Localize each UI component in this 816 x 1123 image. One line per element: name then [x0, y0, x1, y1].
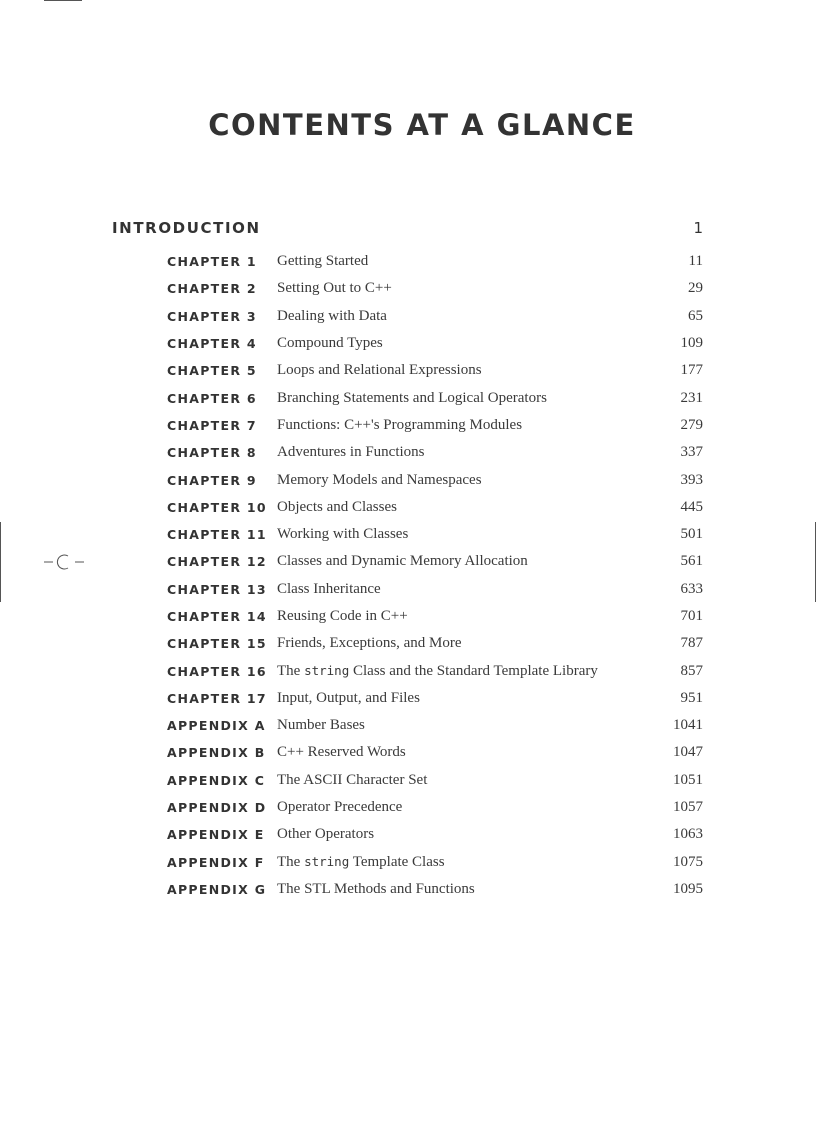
entry-label: CHAPTER 5: [167, 363, 257, 379]
dot-leader: [481, 883, 672, 898]
entry-title: Class Inheritance: [277, 580, 381, 597]
entry-page-number: 1095: [673, 880, 703, 897]
entry-label: CHAPTER 9: [167, 472, 257, 488]
entry-label: APPENDIX B: [167, 745, 266, 761]
toc-entry[interactable]: [167, 685, 703, 712]
entry-page-number: 337: [680, 444, 703, 461]
toc-entry[interactable]: [167, 248, 703, 275]
dot-leader: [488, 474, 680, 489]
toc-entry[interactable]: [167, 412, 703, 439]
entry-page-number: 445: [680, 498, 703, 515]
dot-leader: [408, 801, 672, 816]
entry-page-number: 1075: [673, 853, 703, 870]
entry-title: Adventures in Functions: [277, 444, 425, 461]
dot-leader: [387, 583, 680, 598]
dot-leader: [426, 692, 680, 707]
entry-title: Memory Models and Namespaces: [277, 471, 482, 488]
toc-entry[interactable]: [167, 876, 703, 903]
entry-title: Compound Types: [277, 335, 383, 352]
entry-page-number: 1057: [673, 799, 703, 816]
toc-entry[interactable]: [167, 767, 703, 794]
entry-page-number: 109: [680, 335, 703, 352]
entry-title: Reusing Code in C++: [277, 608, 408, 624]
crop-mark-top: [44, 0, 82, 1]
entry-title-code: string: [304, 662, 350, 678]
entry-title-suffix: Class and the Standard Template Library: [349, 662, 598, 679]
entry-label: APPENDIX E: [167, 827, 265, 843]
entry-title: The STL Methods and Functions: [277, 880, 475, 897]
entry-page-number: 393: [680, 471, 703, 488]
entry-title: Classes and Dynamic Memory Allocation: [277, 553, 528, 570]
dot-leader: [534, 555, 680, 570]
entry-page-number: 1063: [673, 826, 703, 843]
entry-title: [277, 663, 604, 680]
entry-page-number: 1051: [673, 771, 703, 788]
entry-label: APPENDIX A: [167, 718, 266, 734]
entry-page-number: 561: [680, 553, 703, 570]
entry-title-code: string: [304, 853, 350, 869]
entry-label: CHAPTER 15: [167, 636, 267, 652]
toc-entry[interactable]: [167, 384, 703, 411]
entry-title: Functions: C++'s Programming Modules: [277, 416, 523, 433]
entry-title: Operator Precedence: [277, 799, 403, 816]
dot-leader: [414, 610, 680, 625]
introduction-label: INTRODUCTION: [112, 219, 261, 237]
entry-label: CHAPTER 11: [167, 527, 267, 543]
entry-label: CHAPTER 1: [167, 254, 257, 270]
entry-page-number: 279: [680, 416, 703, 433]
entry-label: CHAPTER 13: [167, 581, 267, 597]
toc-entry[interactable]: [167, 439, 703, 466]
entry-label: CHAPTER 3: [167, 308, 257, 324]
entry-title: C++ Reserved Words: [277, 744, 406, 761]
entry-title: Setting Out to C++: [277, 280, 392, 297]
toc-entry[interactable]: [167, 712, 703, 739]
toc-entry[interactable]: [167, 275, 703, 302]
entry-label: CHAPTER 12: [167, 554, 267, 570]
toc-entry[interactable]: [167, 630, 703, 657]
toc-introduction[interactable]: [112, 217, 703, 239]
page-title: CONTENTS AT A GLANCE: [208, 108, 636, 142]
entry-page-number: 1041: [673, 717, 703, 734]
introduction-page-number: 1: [693, 219, 703, 237]
entry-title: Dealing with Data: [277, 307, 387, 324]
entry-label: CHAPTER 8: [167, 445, 257, 461]
dot-leader: [451, 856, 672, 871]
entry-label: CHAPTER 16: [167, 663, 267, 679]
dot-leader: [380, 828, 672, 843]
dot-leader: [393, 310, 687, 325]
toc-entry[interactable]: [167, 657, 703, 684]
table-of-contents: [167, 248, 703, 903]
entry-title-prefix: The: [277, 662, 305, 679]
dot-leader: [403, 501, 680, 516]
entry-label: APPENDIX D: [167, 800, 267, 816]
dot-leader: [389, 337, 680, 352]
dot-leader: [431, 446, 680, 461]
entry-title: Working with Classes: [277, 526, 409, 543]
entry-label: APPENDIX F: [167, 854, 265, 870]
entry-title: Objects and Classes: [277, 498, 397, 515]
entry-label: CHAPTER 17: [167, 690, 267, 706]
toc-entry[interactable]: [167, 603, 703, 630]
entry-page-number: 177: [680, 362, 703, 379]
entry-title: The ASCII Character Set: [277, 771, 428, 788]
entry-title: Branching Statements and Logical Operators: [277, 389, 547, 406]
entry-page-number: 701: [680, 608, 703, 624]
toc-entry[interactable]: [167, 739, 703, 766]
entry-label: CHAPTER 6: [167, 390, 257, 406]
entry-label: CHAPTER 7: [167, 417, 257, 433]
entry-label: CHAPTER 4: [167, 336, 257, 352]
dot-leader: [488, 364, 680, 379]
entry-title: Other Operators: [277, 826, 375, 843]
dot-leader: [398, 282, 687, 297]
toc-entry[interactable]: [167, 821, 703, 848]
entry-title-prefix: The: [277, 853, 305, 870]
dot-leader: [412, 746, 672, 761]
entry-label: APPENDIX G: [167, 881, 267, 897]
entry-label: CHAPTER 14: [167, 609, 267, 624]
entry-title: Friends, Exceptions, and More: [277, 635, 462, 652]
entry-page-number: 29: [688, 280, 703, 297]
entry-label: APPENDIX C: [167, 772, 266, 788]
entry-title: [277, 854, 451, 871]
entry-page-number: 65: [688, 307, 703, 324]
toc-entry[interactable]: [167, 849, 703, 876]
dot-leader: [414, 528, 679, 543]
entry-page-number: 231: [680, 389, 703, 406]
entry-page-number: 1047: [673, 744, 703, 761]
entry-page-number: 11: [688, 253, 703, 270]
registration-mark-icon: [44, 554, 84, 570]
dot-leader: [553, 392, 680, 407]
dot-leader: [371, 719, 672, 734]
crop-mark-left: [0, 522, 1, 602]
entry-title: Loops and Relational Expressions: [277, 362, 482, 379]
entry-page-number: 787: [680, 635, 703, 652]
toc-entry[interactable]: [167, 548, 703, 575]
entry-title: Input, Output, and Files: [277, 689, 420, 706]
entry-title-suffix: Template Class: [349, 853, 445, 870]
entry-page-number: 951: [680, 689, 703, 706]
toc-entry[interactable]: [167, 466, 703, 493]
dot-leader: [374, 255, 687, 270]
dot-leader: [528, 419, 679, 434]
entry-page-number: 857: [680, 662, 703, 679]
entry-title: Getting Started: [277, 253, 369, 270]
entry-label: CHAPTER 10: [167, 499, 267, 515]
toc-entry[interactable]: [167, 357, 703, 384]
toc-entry[interactable]: [167, 521, 703, 548]
dot-leader: [604, 665, 680, 680]
dot-leader: [468, 637, 680, 652]
entry-page-number: 501: [680, 526, 703, 543]
toc-entry[interactable]: [167, 303, 703, 330]
toc-entry[interactable]: [167, 330, 703, 357]
toc-entry[interactable]: [167, 494, 703, 521]
dot-leader: [433, 774, 672, 789]
toc-entry[interactable]: [167, 794, 703, 821]
entry-label: CHAPTER 2: [167, 281, 257, 297]
entry-page-number: 633: [680, 580, 703, 597]
toc-entry[interactable]: [167, 576, 703, 603]
entry-title: Number Bases: [277, 717, 365, 734]
